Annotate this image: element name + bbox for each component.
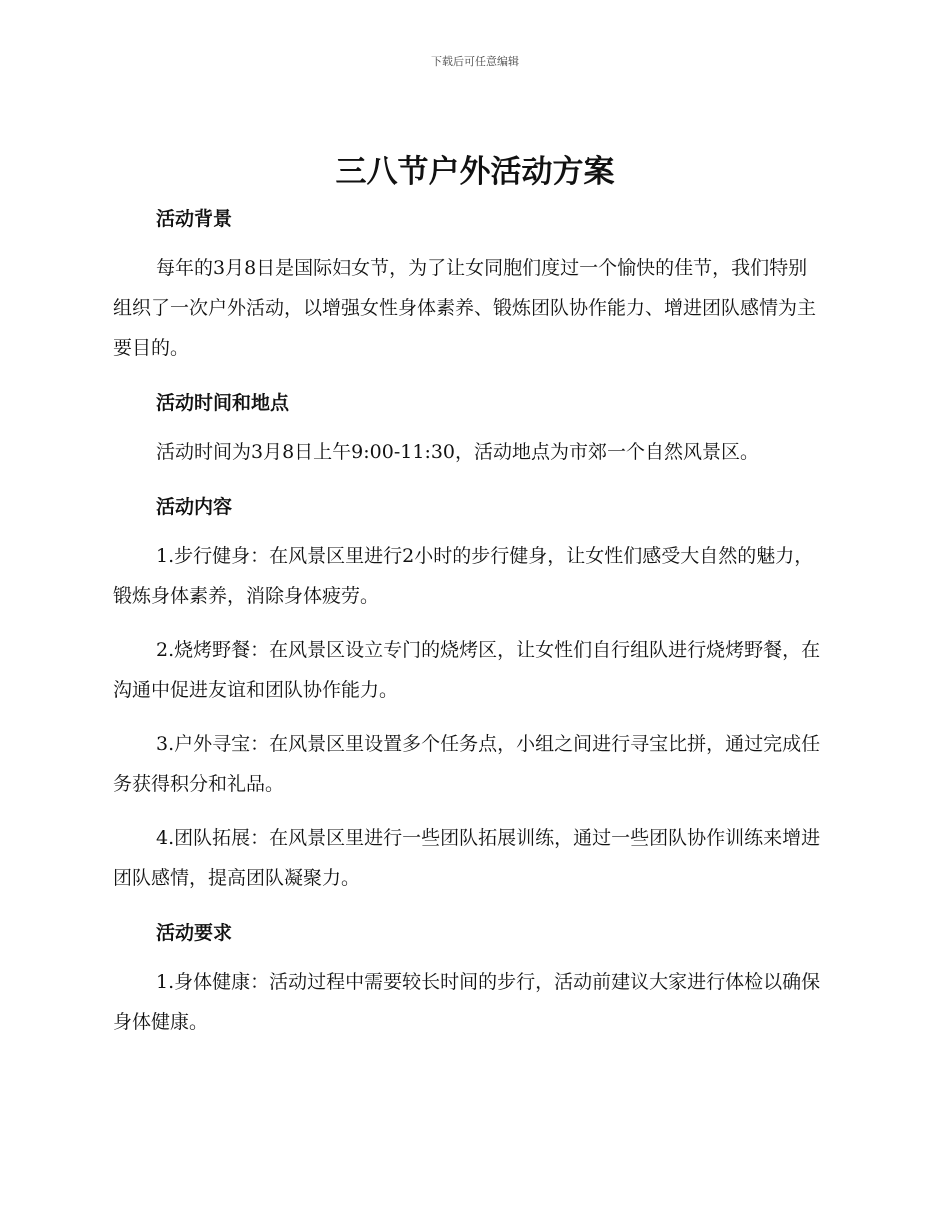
section-heading-background: 活动背景 (156, 208, 233, 230)
background-paragraph: 每年的3月8日是国际妇女节，为了让女同胞们度过一个愉快的佳节，我们特别组织了一次户外活动，以增强女性身体素养、锻炼团队协作能力、增进团队感情为主要目的。 (113, 257, 817, 359)
content-item: 3.户外寻宝：在风景区里设置多个任务点，小组之间进行寻宝比拼，通过完成任务获得积分和礼品。 (113, 733, 821, 795)
content-item: 4.团队拓展：在风景区里进行一些团队拓展训练，通过一些团队协作训练来增进团队感情，提高团队凝聚力。 (113, 827, 821, 889)
section-heading-time-place: 活动时间和地点 (156, 392, 290, 414)
document-body (113, 200, 825, 1042)
section-heading-requirements: 活动要求 (156, 922, 233, 944)
requirement-item: 1.身体健康：活动过程中需要较长时间的步行，活动前建议大家进行体检以确保身体健康。 (113, 971, 821, 1033)
time-place-paragraph: 活动时间为3月8日上午9:00-11:30，活动地点为市郊一个自然风景区。 (156, 441, 760, 463)
document-title: 三八节户外活动方案 (335, 154, 615, 190)
content-item: 1.步行健身：在风景区里进行2小时的步行健身，让女性们感受大自然的魅力，锻炼身体素养，消除身体疲劳。 (113, 545, 814, 607)
content-item: 2.烧烤野餐：在风景区设立专门的烧烤区，让女性们自行组队进行烧烤野餐，在沟通中促进友谊和团队协作能力。 (113, 639, 821, 701)
page-header-note: 下载后可任意编辑 (431, 55, 519, 68)
section-heading-content: 活动内容 (156, 496, 233, 518)
